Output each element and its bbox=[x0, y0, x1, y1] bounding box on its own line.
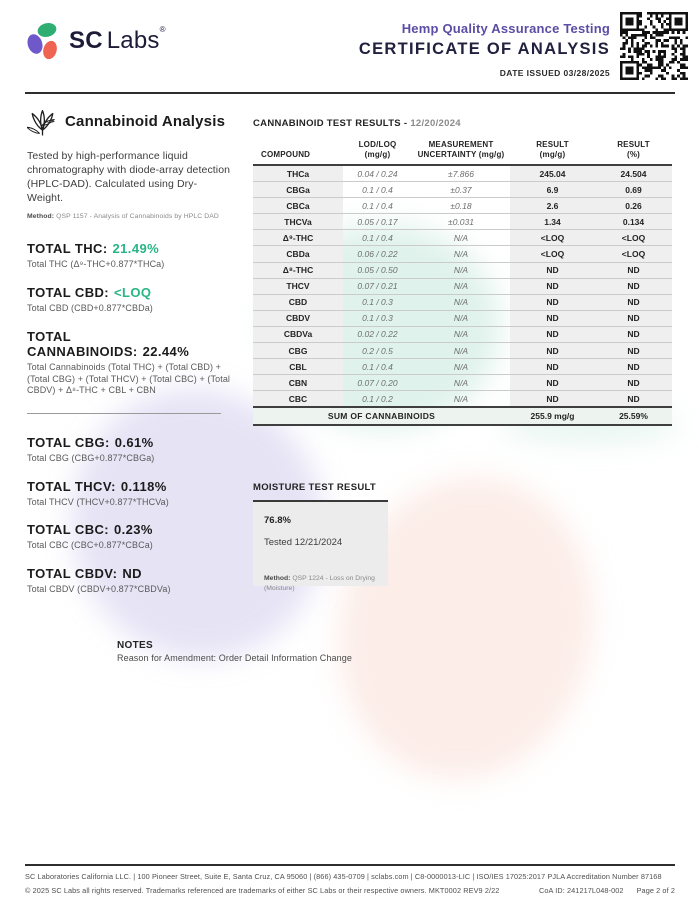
result-pct-cell: ND bbox=[595, 278, 672, 294]
column-header-line2: (mg/g) bbox=[364, 150, 391, 159]
table-row bbox=[253, 310, 672, 326]
compound-cell: CBCa bbox=[253, 198, 343, 214]
column-header bbox=[412, 138, 510, 165]
lod-loq-cell: 0.1 / 0.4 bbox=[343, 182, 412, 198]
lod-loq-cell: 0.05 / 0.17 bbox=[343, 214, 412, 230]
column-header bbox=[510, 138, 595, 165]
result-pct-cell: <LOQ bbox=[595, 246, 672, 262]
total-label: TOTAL THCV: bbox=[27, 478, 116, 494]
footer-lab-info: SC Laboratories California LLC. | 100 Pioneer Street, Suite E, Santa Cruz, CA 95060 | (866) 435-0709 | sclabs.com | C8-0000013-LIC | ISO/IES 17025:2017 PJLA Accreditation Number 87168 bbox=[25, 872, 662, 881]
compound-cell: CBL bbox=[253, 359, 343, 375]
result-pct-cell: 0.134 bbox=[595, 214, 672, 230]
uncertainty-cell: N/A bbox=[412, 294, 510, 310]
column-header-line1: LOD/LOQ bbox=[358, 140, 397, 149]
uncertainty-cell: N/A bbox=[412, 310, 510, 326]
uncertainty-cell: N/A bbox=[412, 246, 510, 262]
result-mg-cell: ND bbox=[510, 375, 595, 391]
compound-cell: Δ⁸-THC bbox=[253, 262, 343, 278]
result-mg-cell: 6.9 bbox=[510, 182, 595, 198]
result-pct-cell: 0.69 bbox=[595, 182, 672, 198]
compound-cell: THCVa bbox=[253, 214, 343, 230]
notes-text: Reason for Amendment: Order Detail Information Change bbox=[117, 653, 352, 663]
certificate-title: CERTIFICATE OF ANALYSIS bbox=[358, 40, 610, 58]
column-header-line1: RESULT bbox=[617, 140, 650, 149]
result-mg-cell: ND bbox=[510, 310, 595, 326]
compound-cell: CBD bbox=[253, 294, 343, 310]
lod-loq-cell: 0.06 / 0.22 bbox=[343, 246, 412, 262]
result-pct-cell: ND bbox=[595, 310, 672, 326]
lod-loq-cell: 0.07 / 0.21 bbox=[343, 278, 412, 294]
uncertainty-cell: N/A bbox=[412, 343, 510, 359]
total-value: 0.118% bbox=[120, 478, 167, 494]
result-mg-cell: ND bbox=[510, 343, 595, 359]
result-pct-cell: ND bbox=[595, 375, 672, 391]
lod-loq-cell: 0.02 / 0.22 bbox=[343, 326, 412, 342]
uncertainty-cell: N/A bbox=[412, 230, 510, 246]
result-pct-cell: 0.26 bbox=[595, 198, 672, 214]
table-row bbox=[253, 182, 672, 198]
lod-loq-cell: 0.1 / 0.4 bbox=[343, 198, 412, 214]
table-row bbox=[253, 246, 672, 262]
total-formula: Total THC (Δ⁹-THC+0.877*THCa) bbox=[27, 259, 165, 270]
result-mg-cell: 1.34 bbox=[510, 214, 595, 230]
notes-title: NOTES bbox=[117, 640, 153, 651]
total-block bbox=[27, 285, 233, 315]
section-header bbox=[27, 106, 233, 137]
lod-loq-cell: 0.07 / 0.20 bbox=[343, 375, 412, 391]
method-text: QSP 1157 - Analysis of Cannabinoids by HPLC DAD bbox=[56, 213, 219, 221]
sum-row bbox=[253, 407, 672, 425]
total-block bbox=[27, 329, 233, 397]
result-pct-cell: <LOQ bbox=[595, 230, 672, 246]
total-value: <LOQ bbox=[114, 285, 152, 301]
header-right bbox=[359, 21, 610, 78]
results-table bbox=[253, 138, 672, 426]
totals-secondary bbox=[27, 435, 233, 596]
lod-loq-cell: 0.1 / 0.2 bbox=[343, 391, 412, 408]
uncertainty-cell: ±0.18 bbox=[412, 198, 510, 214]
compound-cell: THCV bbox=[253, 278, 343, 294]
totals-divider bbox=[27, 413, 221, 414]
moisture-panel bbox=[253, 482, 393, 593]
analysis-description: Tested by high-performance liquid chromatography with diode-array detection (HPLC-DAD). Calculated using Dry-Weight. bbox=[27, 150, 231, 204]
result-mg-cell: ND bbox=[510, 262, 595, 278]
sum-label: SUM OF CANNABINOIDS bbox=[253, 407, 510, 425]
moisture-method-text: QSP 1224 - Loss on Drying (Moisture) bbox=[264, 575, 375, 593]
brand-text bbox=[69, 27, 166, 55]
total-block bbox=[27, 479, 233, 509]
uncertainty-cell: N/A bbox=[412, 278, 510, 294]
tagline: Hemp Quality Assurance Testing bbox=[401, 21, 610, 36]
result-pct-cell: ND bbox=[595, 294, 672, 310]
total-formula: Total CBDV (CBDV+0.877*CBDVa) bbox=[27, 583, 171, 594]
lod-loq-cell: 0.2 / 0.5 bbox=[343, 343, 412, 359]
column-header-line1: COMPOUND bbox=[261, 150, 311, 159]
result-mg-cell: 245.04 bbox=[510, 165, 595, 182]
total-value: 21.49% bbox=[112, 241, 160, 257]
total-formula: Total Cannabinoids (Total THC) + (Total CBD) + (Total CBG) + (Total THCV) + (Total CBC) + (Total CBDV) + Δ⁸-THC + CBL + CBN bbox=[27, 361, 231, 396]
total-line bbox=[27, 285, 233, 300]
lod-loq-cell: 0.1 / 0.3 bbox=[343, 294, 412, 310]
total-label: TOTAL CBDV: bbox=[27, 565, 118, 581]
uncertainty-cell: ±0.031 bbox=[412, 214, 510, 230]
total-formula: Total CBG (CBG+0.877*CBGa) bbox=[27, 452, 155, 463]
table-row bbox=[253, 343, 672, 359]
page-number: Page 2 of 2 bbox=[636, 886, 675, 895]
result-pct-cell: ND bbox=[595, 391, 672, 408]
result-pct-cell: ND bbox=[595, 343, 672, 359]
result-mg-cell: ND bbox=[510, 391, 595, 408]
total-label: TOTAL CBC: bbox=[27, 522, 109, 538]
registered-mark: ® bbox=[159, 25, 166, 34]
lod-loq-cell: 0.1 / 0.4 bbox=[343, 230, 412, 246]
column-header-line1: MEASUREMENT bbox=[428, 140, 494, 149]
totals-primary bbox=[27, 241, 233, 396]
cannabinoid-results-panel bbox=[253, 118, 672, 426]
total-label: TOTAL CANNABINOIDS: bbox=[27, 328, 138, 359]
result-mg-cell: ND bbox=[510, 326, 595, 342]
total-label: TOTAL THC: bbox=[27, 241, 108, 257]
table-row bbox=[253, 391, 672, 408]
table-row bbox=[253, 294, 672, 310]
compound-cell: CBDa bbox=[253, 246, 343, 262]
sum-result-pct: 25.59% bbox=[595, 407, 672, 425]
total-line bbox=[27, 566, 233, 581]
table-row bbox=[253, 262, 672, 278]
total-value: 22.44% bbox=[142, 343, 190, 359]
total-formula: Total CBD (CBD+0.877*CBDa) bbox=[27, 303, 153, 314]
table-row bbox=[253, 375, 672, 391]
total-block bbox=[27, 566, 233, 596]
total-value: 0.23% bbox=[114, 522, 153, 538]
result-mg-cell: 2.6 bbox=[510, 198, 595, 214]
brand-labs: Labs bbox=[106, 27, 160, 54]
moisture-method bbox=[264, 574, 377, 594]
lod-loq-cell: 0.05 / 0.50 bbox=[343, 262, 412, 278]
total-block bbox=[27, 522, 233, 552]
moisture-value: 76.8% bbox=[264, 515, 291, 526]
header-divider bbox=[25, 92, 675, 94]
result-mg-cell: <LOQ bbox=[510, 230, 595, 246]
column-header-line1: RESULT bbox=[536, 140, 569, 149]
uncertainty-cell: N/A bbox=[412, 391, 510, 408]
total-label: TOTAL CBD: bbox=[27, 285, 109, 301]
cannabinoid-analysis-panel bbox=[27, 106, 233, 610]
moisture-title: MOISTURE TEST RESULT bbox=[253, 482, 376, 493]
compound-cell: CBDV bbox=[253, 310, 343, 326]
uncertainty-cell: N/A bbox=[412, 326, 510, 342]
uncertainty-cell: ±0.37 bbox=[412, 182, 510, 198]
compound-cell: CBG bbox=[253, 343, 343, 359]
uncertainty-cell: N/A bbox=[412, 262, 510, 278]
moisture-box bbox=[253, 500, 388, 593]
total-value: 0.61% bbox=[114, 434, 154, 450]
date-issued: DATE ISSUED 03/28/2025 bbox=[499, 68, 610, 78]
total-line bbox=[27, 435, 233, 450]
footer bbox=[25, 864, 675, 895]
sum-result-mg: 255.9 mg/g bbox=[510, 407, 595, 425]
lod-loq-cell: 0.1 / 0.4 bbox=[343, 359, 412, 375]
brand-sc: SC bbox=[69, 27, 103, 54]
result-pct-cell: ND bbox=[595, 359, 672, 375]
column-header bbox=[253, 138, 343, 165]
method-label: Method: bbox=[27, 213, 55, 221]
uncertainty-cell: ±7.866 bbox=[412, 165, 510, 182]
analysis-method bbox=[27, 213, 233, 220]
result-mg-cell: <LOQ bbox=[510, 246, 595, 262]
moisture-method-label: Method: bbox=[264, 575, 291, 582]
footer-copyright: © 2025 SC Labs all rights reserved. Trademarks referenced are trademarks of either SC Labs or their respective owners. MKT0002 REV9 2/22 bbox=[25, 886, 500, 895]
column-header-line2: UNCERTAINTY (mg/g) bbox=[417, 150, 505, 159]
table-row bbox=[253, 359, 672, 375]
uncertainty-cell: N/A bbox=[412, 359, 510, 375]
table-row bbox=[253, 230, 672, 246]
table-row bbox=[253, 165, 672, 182]
total-value: ND bbox=[122, 565, 142, 581]
column-header bbox=[595, 138, 672, 165]
table-row bbox=[253, 214, 672, 230]
total-line bbox=[27, 241, 233, 256]
result-pct-cell: ND bbox=[595, 326, 672, 342]
column-header-line2: (%) bbox=[626, 150, 641, 159]
uncertainty-cell: N/A bbox=[412, 375, 510, 391]
footer-legal-line bbox=[25, 886, 675, 895]
table-row bbox=[253, 326, 672, 342]
total-formula: Total THCV (THCV+0.877*THCVa) bbox=[27, 496, 169, 507]
column-header-line2: (mg/g) bbox=[539, 150, 566, 159]
result-pct-cell: ND bbox=[595, 262, 672, 278]
moisture-tested-date: Tested 12/21/2024 bbox=[264, 537, 343, 548]
compound-cell: Δ⁹-THC bbox=[253, 230, 343, 246]
table-header-row bbox=[253, 138, 672, 165]
total-line bbox=[27, 329, 233, 359]
result-mg-cell: ND bbox=[510, 278, 595, 294]
footer-right-group bbox=[539, 886, 675, 895]
cannabis-leaf-icon bbox=[27, 106, 58, 137]
total-label: TOTAL CBG: bbox=[27, 434, 110, 450]
results-title-text: CANNABINOID TEST RESULTS - bbox=[253, 118, 408, 129]
result-mg-cell: ND bbox=[510, 359, 595, 375]
results-title bbox=[253, 118, 672, 129]
total-block bbox=[27, 435, 233, 465]
lod-loq-cell: 0.1 / 0.3 bbox=[343, 310, 412, 326]
sclabs-logo-icon bbox=[25, 20, 61, 62]
lod-loq-cell: 0.04 / 0.24 bbox=[343, 165, 412, 182]
compound-cell: CBGa bbox=[253, 182, 343, 198]
total-formula: Total CBC (CBC+0.877*CBCa) bbox=[27, 540, 153, 551]
compound-cell: CBDVa bbox=[253, 326, 343, 342]
compound-cell: CBN bbox=[253, 375, 343, 391]
table-row bbox=[253, 198, 672, 214]
notes-section bbox=[117, 640, 352, 663]
total-block bbox=[27, 241, 233, 271]
sclabs-logo bbox=[25, 20, 166, 62]
qr-code bbox=[620, 12, 688, 80]
table-row bbox=[253, 278, 672, 294]
result-pct-cell: 24.504 bbox=[595, 165, 672, 182]
column-header bbox=[343, 138, 412, 165]
total-line bbox=[27, 522, 233, 537]
compound-cell: CBC bbox=[253, 391, 343, 408]
total-line bbox=[27, 479, 233, 494]
result-mg-cell: ND bbox=[510, 294, 595, 310]
coa-id: CoA ID: 241217L048-002 bbox=[539, 886, 624, 895]
results-date: 12/20/2024 bbox=[410, 118, 461, 129]
compound-cell: THCa bbox=[253, 165, 343, 182]
section-title: Cannabinoid Analysis bbox=[65, 113, 226, 130]
